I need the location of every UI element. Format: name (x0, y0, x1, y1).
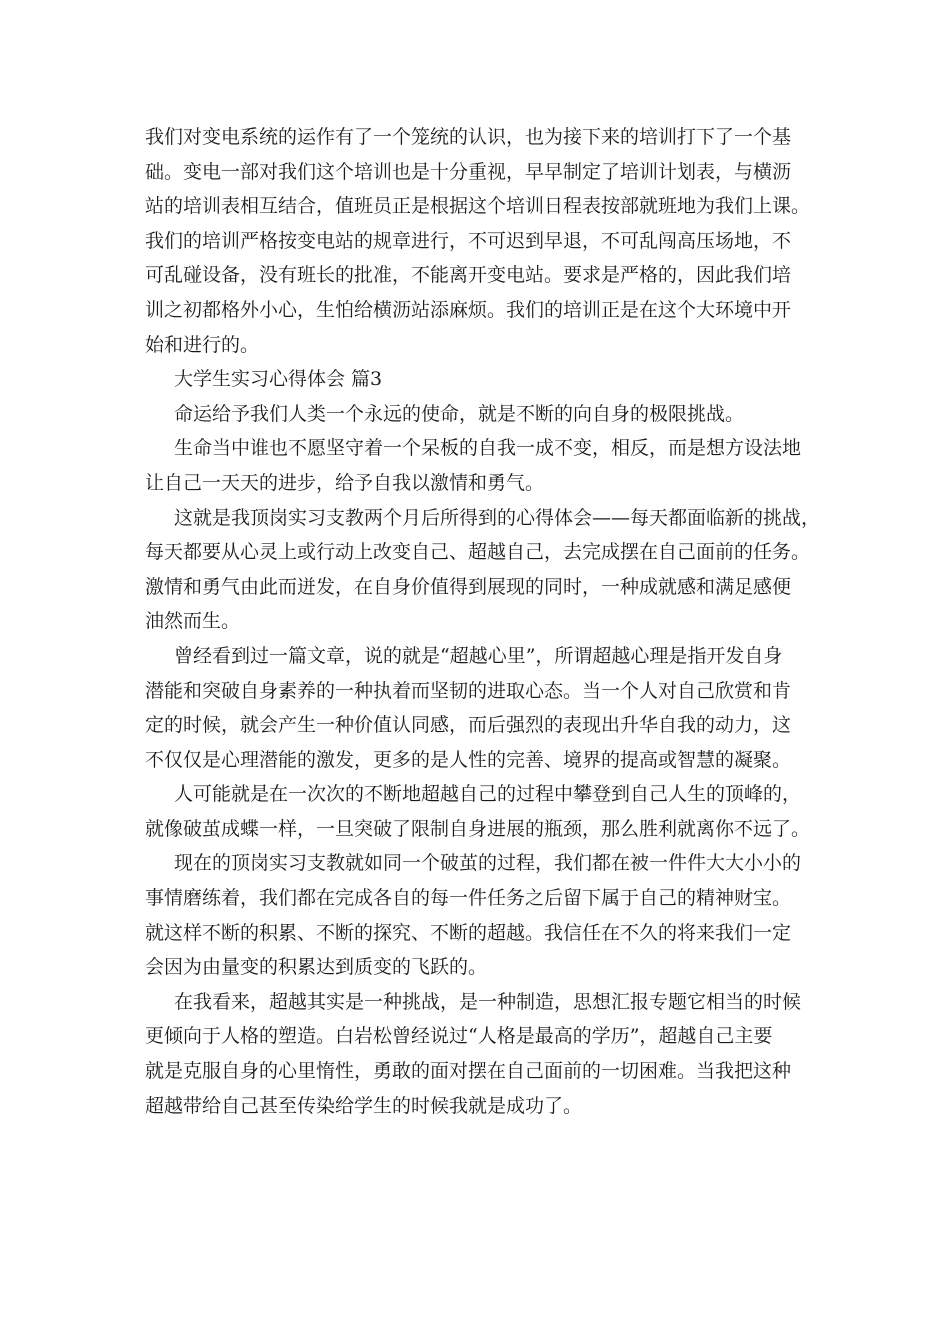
text-line: 超越带给自己甚至传染给学生的时候我就是成功了。 (145, 1094, 583, 1117)
text-line: 定的时候，就会产生一种价值认同感，而后强烈的表现出升华自我的动力，这 (145, 714, 792, 737)
paragraph (145, 985, 817, 1123)
text-line: 我们的培训严格按变电站的规章进行，不可迟到早退，不可乱闯高压场地，不 (145, 229, 792, 252)
text-line: 更倾向于人格的塑造。白岩松曾经说过“人格是最高的学历”，超越自己主要 (145, 1025, 773, 1048)
text-line: 激情和勇气由此而迸发，在自身价值得到展现的同时，一种成就感和满足感便 (145, 575, 792, 598)
paragraph (145, 846, 817, 984)
text-line: 我们对变电系统的运作有了一个笼统的认识，也为接下来的培训打下了一个基 (145, 126, 792, 148)
paragraph (145, 397, 817, 432)
document-body (145, 120, 821, 1123)
text-line: 在我看来，超越其实是一种挑战，是一种制造，思想汇报专题它相当的时候 (174, 990, 802, 1013)
text-line: 训之初都格外小心，生怕给横沥站添麻烦。我们的培训正是在这个大环境中开 (145, 298, 792, 321)
text-line: 曾经看到过一篇文章，说的就是“超越心里”，所谓超越心理是指开发自身 (174, 644, 783, 667)
text-line: 始和进行的。 (145, 333, 260, 356)
paragraph (145, 501, 821, 639)
text-line: 不仅仅是心理潜能的激发，更多的是人性的完善、境界的提高或智慧的凝聚。 (145, 748, 792, 771)
text-line: 命运给予我们人类一个永远的使命，就是不断的向自身的极限挑战。 (174, 402, 745, 425)
paragraph (145, 639, 817, 777)
text-line: 会因为由量变的积累达到质变的飞跃的。 (145, 956, 488, 979)
text-line: 就像破茧成蝶一样，一旦突破了限制自身进展的瓶颈，那么胜利就离你不远了。 (145, 817, 811, 840)
text-line: 站的培训表相互结合，值班员正是根据这个培训日程表按部就班地为我们上课。 (145, 195, 811, 218)
text-line: 事情磨练着，我们都在完成各自的每一件任务之后留下属于自己的精神财宝。 (145, 887, 792, 910)
text-line: 油然而生。 (145, 610, 241, 633)
text-line: 让自己一天天的进步，给予自我以激情和勇气。 (145, 471, 545, 494)
text-line: 可乱碰设备，没有班长的批准，不能离开变电站。要求是严格的，因此我们培 (145, 264, 792, 287)
paragraph (145, 431, 817, 500)
section-heading: 大学生实习心得体会 篇3 (174, 368, 383, 391)
paragraph (145, 777, 817, 846)
text-line: 生命当中谁也不愿坚守着一个呆板的自我一成不变，相反，而是想方设法地 (174, 437, 802, 460)
intro-paragraph (145, 120, 817, 362)
text-line: 就是克服自身的心里惰性，勇敢的面对摆在自己面前的一切困难。当我把这种 (145, 1060, 792, 1083)
text-line: 人可能就是在一次次的不断地超越自己的过程中攀登到自己人生的顶峰的， (174, 783, 802, 806)
text-line: 潜能和突破自身素养的一种执着而坚韧的进取心态。当一个人对自己欣赏和肯 (145, 679, 792, 702)
text-line: 每天都要从心灵上或行动上改变自己、超越自己，去完成摆在自己面前的任务。 (145, 541, 811, 564)
text-line: 础。变电一部对我们这个培训也是十分重视，早早制定了培训计划表，与横沥 (145, 160, 792, 183)
text-line: 现在的顶岗实习支教就如同一个破茧的过程，我们都在被一件件大大小小的 (174, 852, 802, 875)
text-line: 这就是我顶岗实习支教两个月后所得到的心得体会——每天都面临新的挑战， (174, 506, 821, 529)
text-line: 就这样不断的积累、不断的探究、不断的超越。我信任在不久的将来我们一定 (145, 921, 792, 944)
